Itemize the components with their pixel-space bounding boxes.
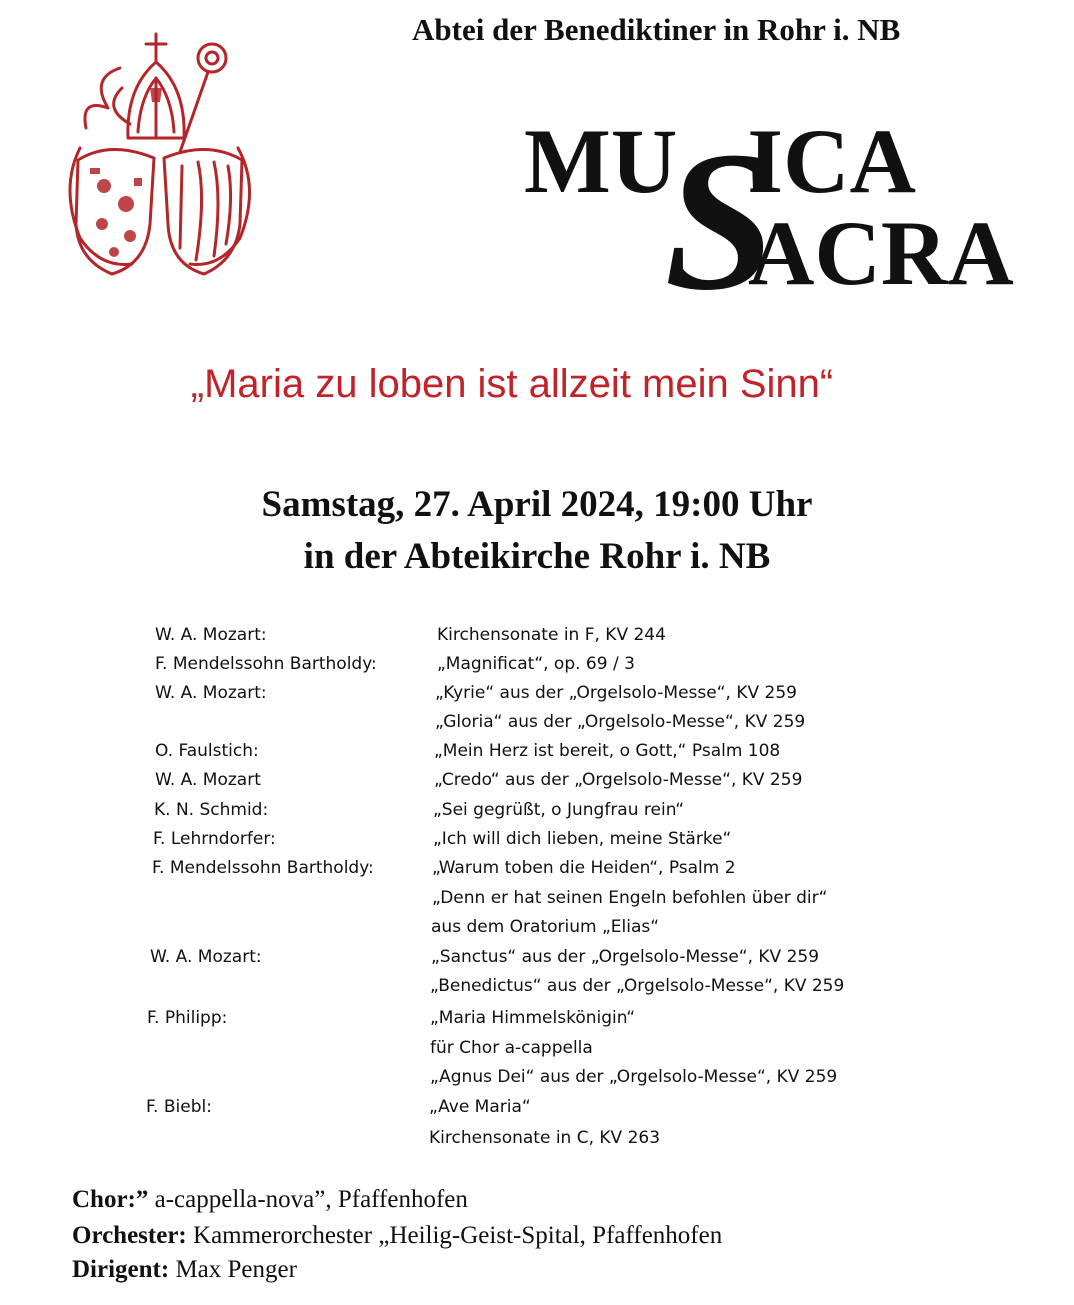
program-composer: W. A. Mozart — [155, 770, 261, 790]
credit-choir — [72, 1186, 468, 1214]
program-work: „Gloria“ aus der „Orgelsolo-Messe“, KV 259 — [435, 712, 806, 732]
program-work: Kirchensonate in F, KV 244 — [437, 625, 666, 645]
svg-text:S: S — [664, 111, 776, 332]
program-work: „Ich will dich lieben, meine Stärke“ — [433, 829, 732, 849]
program-work: „Kyrie“ aus der „Orgelsolo-Messe“, KV 259 — [435, 683, 797, 703]
program-work: „Mein Herz ist bereit, o Gott,“ Psalm 108 — [434, 741, 781, 761]
credit-choir-value: a-cappella-nova”, Pfaffenhofen — [148, 1186, 468, 1213]
event-venue: in der Abteikirche Rohr i. NB — [303, 536, 771, 577]
abbey-coat-of-arms-icon — [50, 28, 268, 288]
program-composer: W. A. Mozart: — [155, 683, 267, 703]
event-date-time: Samstag, 27. April 2024, 19:00 Uhr — [261, 484, 813, 525]
header-organization: Abtei der Benediktiner in Rohr i. NB — [412, 12, 901, 47]
credit-conductor-label: Dirigent: — [72, 1256, 170, 1283]
credit-conductor-value: Max Penger — [169, 1256, 297, 1283]
program-work: „Magnificat“, op. 69 / 3 — [437, 654, 635, 674]
program-composer: F. Philipp: — [147, 1008, 228, 1028]
program-composer: F. Lehrndorfer: — [153, 829, 276, 849]
program-work: „Benedictus“ aus der „Orgelsolo-Messe“, KV 259 — [430, 976, 845, 996]
musica-sacra-title — [520, 100, 1014, 332]
program-work: für Chor a-cappella — [430, 1038, 593, 1058]
motto: „Maria zu loben ist allzeit mein Sinn“ — [190, 362, 834, 406]
credit-orchestra-label: Orchester: — [72, 1222, 187, 1249]
program-composer: O. Faulstich: — [155, 741, 259, 761]
program-composer: W. A. Mozart: — [150, 947, 262, 967]
program-work: „Sei gegrüßt, o Jungfrau rein“ — [433, 800, 685, 820]
program-composer: W. A. Mozart: — [155, 625, 267, 645]
program-work: „Maria Himmelskönigin“ — [430, 1008, 636, 1028]
program-work: „Agnus Dei“ aus der „Orgelsolo-Messe“, KV 259 — [430, 1067, 838, 1087]
program-work: „Sanctus“ aus der „Orgelsolo-Messe“, KV 259 — [431, 947, 820, 967]
program-composer: K. N. Schmid: — [154, 800, 269, 820]
program-composer: F. Biebl: — [146, 1097, 212, 1117]
sacra-word: ACRA — [748, 202, 1014, 304]
musica-word: MU ICA — [524, 110, 916, 212]
program-composer: F. Mendelssohn Bartholdy: — [155, 654, 377, 674]
program-work: aus dem Oratorium „Elias“ — [431, 917, 660, 937]
program-work: „Denn er hat seinen Engeln befohlen über dir“ — [432, 888, 828, 908]
credit-orchestra — [72, 1222, 722, 1250]
program-work: „Ave Maria“ — [429, 1097, 531, 1117]
program-work: Kirchensonate in C, KV 263 — [429, 1128, 661, 1148]
credit-orchestra-value: Kammerorchester „Heilig-Geist-Spital, Pfaffenhofen — [186, 1222, 723, 1249]
credit-conductor — [72, 1256, 297, 1284]
program-work: „Warum toben die Heiden“, Psalm 2 — [432, 858, 736, 878]
credit-choir-label: Chor:” — [72, 1186, 149, 1213]
program-composer: F. Mendelssohn Bartholdy: — [152, 858, 374, 878]
program-work: „Credo“ aus der „Orgelsolo-Messe“, KV 259 — [434, 770, 803, 790]
